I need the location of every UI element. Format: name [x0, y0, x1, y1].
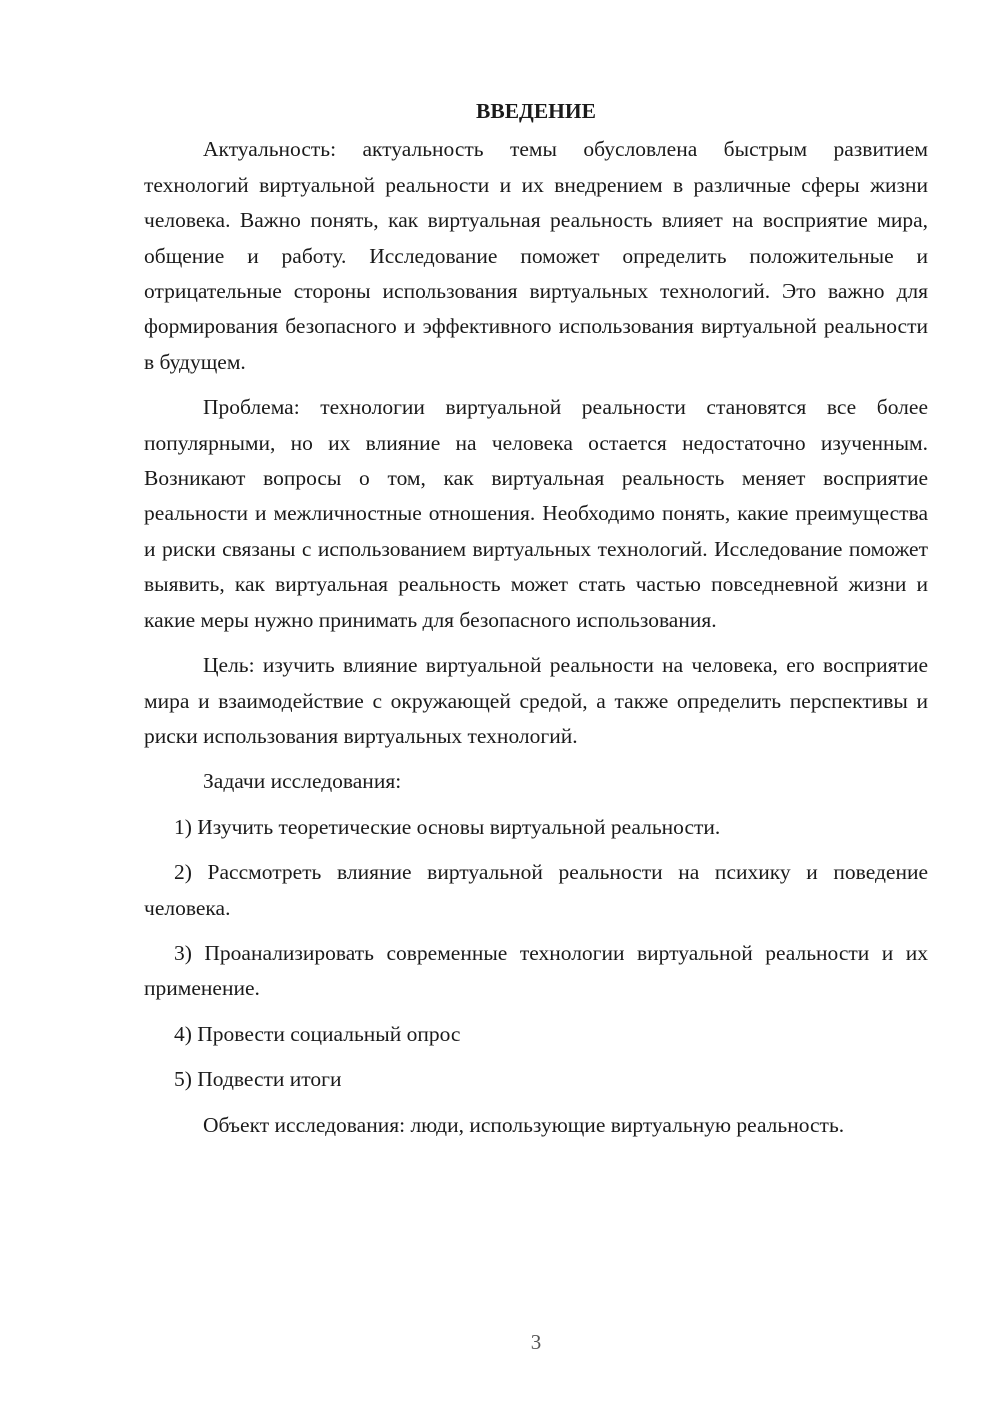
paragraph-object: Объект исследования: люди, использующие виртуальную реальность. [203, 1112, 845, 1137]
paragraph-goal: Цель: изучить влияние виртуальной реальности на человека, его восприятие мира и взаимодействие с окружающей средой, а также определить перспективы и риски использования виртуальных технологий. [144, 653, 928, 748]
task-item: 3) Проанализировать современные технологии виртуальной реальности и их применение. [144, 940, 928, 1001]
paragraph-problem: Проблема: технологии виртуальной реальности становятся все более популярными, но их влияние на человека остается недостаточно изученным. Возникают вопросы о том, как виртуальная реальность меняет восприятие реальности и межличностные отношения. Необходимо понять, какие преимущества и риски связаны с использованием виртуальных технологий. Исследование поможет выявить, как виртуальная реальность может стать частью повседневной жизни и какие меры нужно принимать для безопасного использования. [144, 395, 928, 632]
paragraph-relevance: Актуальность: актуальность темы обусловлена быстрым развитием технологий виртуальной реальности и их внедрением в различные сферы жизни человека. Важно понять, как виртуальная реальность влияет на восприятие мира, общение и работу. Исследование поможет определить положительные и отрицательные стороны использования виртуальных технологий. Это важно для формирования безопасного и эффективного использования виртуальной реальности в будущем. [144, 137, 928, 374]
page-number: 3 [530, 1330, 542, 1354]
paragraph-tasks-heading: Задачи исследования: [203, 769, 402, 794]
task-item: 1) Изучить теоретические основы виртуальной реальности. [174, 814, 721, 839]
page-title: ВВЕДЕНИЕ [476, 99, 596, 123]
task-item: 5) Подвести итоги [174, 1067, 342, 1092]
task-item: 4) Провести социальный опрос [174, 1021, 461, 1046]
task-item: 2) Рассмотреть влияние виртуальной реальности на психику и поведение человека. [144, 860, 928, 920]
page-content [144, 94, 928, 1143]
